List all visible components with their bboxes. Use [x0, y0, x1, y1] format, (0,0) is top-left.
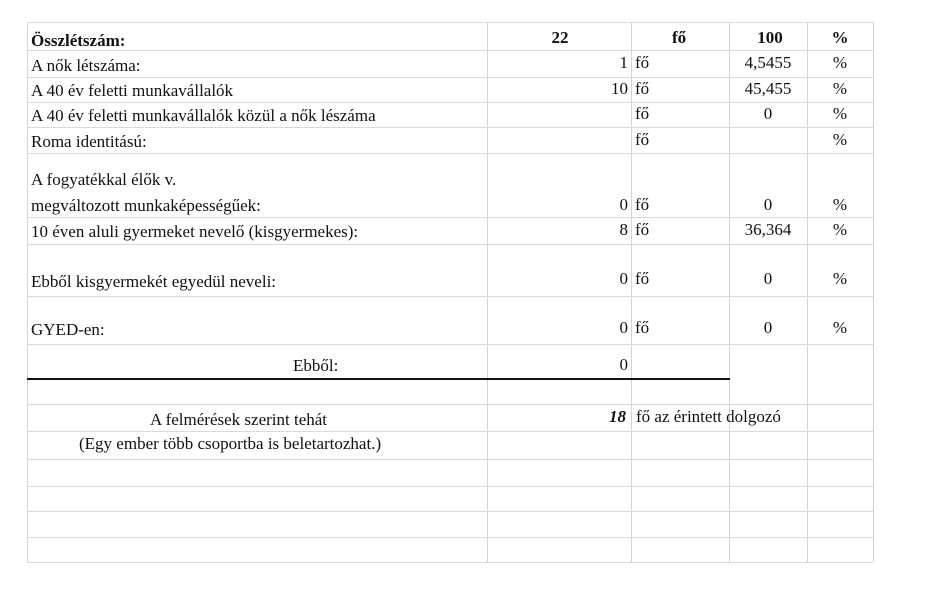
- row-percent-sign: %: [832, 53, 848, 72]
- row-unit: fő: [635, 104, 650, 123]
- grid-line: [807, 22, 808, 562]
- grid-line: [27, 102, 873, 103]
- grid-line: [27, 562, 873, 563]
- row-unit: fő: [635, 195, 650, 214]
- row-label: Roma identitású:: [31, 132, 147, 151]
- header-label: Összlétszám:: [31, 31, 126, 50]
- grid-line: [27, 486, 873, 487]
- summary-text: fő az érintett dolgozó: [636, 407, 781, 426]
- grid-line: [27, 22, 873, 23]
- grid-line: [27, 431, 873, 432]
- row-percent: 36,364: [744, 220, 792, 239]
- grid-line: [27, 244, 873, 245]
- grid-line: [27, 344, 873, 345]
- row-unit: fő: [635, 79, 650, 98]
- row-unit: fő: [635, 318, 650, 337]
- row-count: 0: [619, 318, 628, 337]
- row-label: GYED-en:: [31, 320, 105, 339]
- row-percent: 0: [763, 195, 773, 214]
- grid-line: [27, 153, 873, 154]
- row-label-line1: A fogyatékkal élők v.: [31, 170, 177, 189]
- row-percent-sign: %: [832, 195, 848, 214]
- grid-line: [631, 22, 632, 562]
- row-label: A nők létszáma:: [31, 56, 141, 75]
- row-unit: fő: [635, 269, 650, 288]
- row-unit: fő: [635, 220, 650, 239]
- grid-line: [27, 22, 28, 562]
- row-label: Ebből kisgyermekét egyedül neveli:: [31, 272, 277, 291]
- summary-note: (Egy ember több csoportba is beletartozhat.): [79, 434, 382, 453]
- summary-count: 18: [609, 407, 626, 426]
- row-count: 0: [619, 195, 628, 214]
- row-label: 10 éven aluli gyermeket nevelő (kisgyermekes):: [31, 222, 359, 241]
- grid-line: [27, 404, 873, 405]
- row-percent-sign: %: [832, 269, 848, 288]
- row-label: A 40 év feletti munkavállalók közül a nők lészáma: [31, 106, 376, 125]
- grid-line: [27, 459, 873, 460]
- header-total: 22: [551, 28, 569, 47]
- row-count: 0: [619, 269, 628, 288]
- row-percent: 0: [763, 269, 773, 288]
- row-percent-sign: %: [832, 318, 848, 337]
- row-label: A 40 év feletti munkavállalók: [31, 81, 234, 100]
- summary-label: A felmérések szerint tehát: [150, 410, 328, 429]
- header-percent: 100: [757, 28, 783, 47]
- section-rule: [27, 378, 730, 380]
- row-percent-sign: %: [832, 79, 848, 98]
- header-percent-sign: %: [831, 28, 849, 47]
- grid-line: [27, 77, 873, 78]
- row-count: 8: [619, 220, 628, 239]
- row-percent-sign: %: [832, 130, 848, 149]
- grid-line: [27, 511, 873, 512]
- row-percent-sign: %: [832, 220, 848, 239]
- grid-line: [729, 22, 730, 562]
- row-percent: 0: [763, 104, 773, 123]
- row-unit: fő: [635, 53, 650, 72]
- grid-line: [27, 537, 873, 538]
- row-count: 10: [611, 79, 628, 98]
- row-percent-sign: %: [832, 104, 848, 123]
- row-count: 1: [619, 53, 628, 72]
- row-unit: fő: [635, 130, 650, 149]
- row-percent: 45,455: [744, 79, 792, 98]
- grid-line: [27, 50, 873, 51]
- grid-line: [873, 22, 874, 562]
- row-label: megváltozott munkaképességűek:: [31, 196, 261, 215]
- row-percent: 4,5455: [744, 53, 792, 72]
- grid-line: [27, 296, 873, 297]
- grid-line: [27, 217, 873, 218]
- grid-line: [27, 127, 873, 128]
- row-percent: 0: [763, 318, 773, 337]
- subtotal-label: Ebből:: [293, 356, 339, 375]
- header-unit: fő: [672, 28, 687, 47]
- grid-line: [487, 22, 488, 562]
- subtotal-count: 0: [619, 355, 628, 374]
